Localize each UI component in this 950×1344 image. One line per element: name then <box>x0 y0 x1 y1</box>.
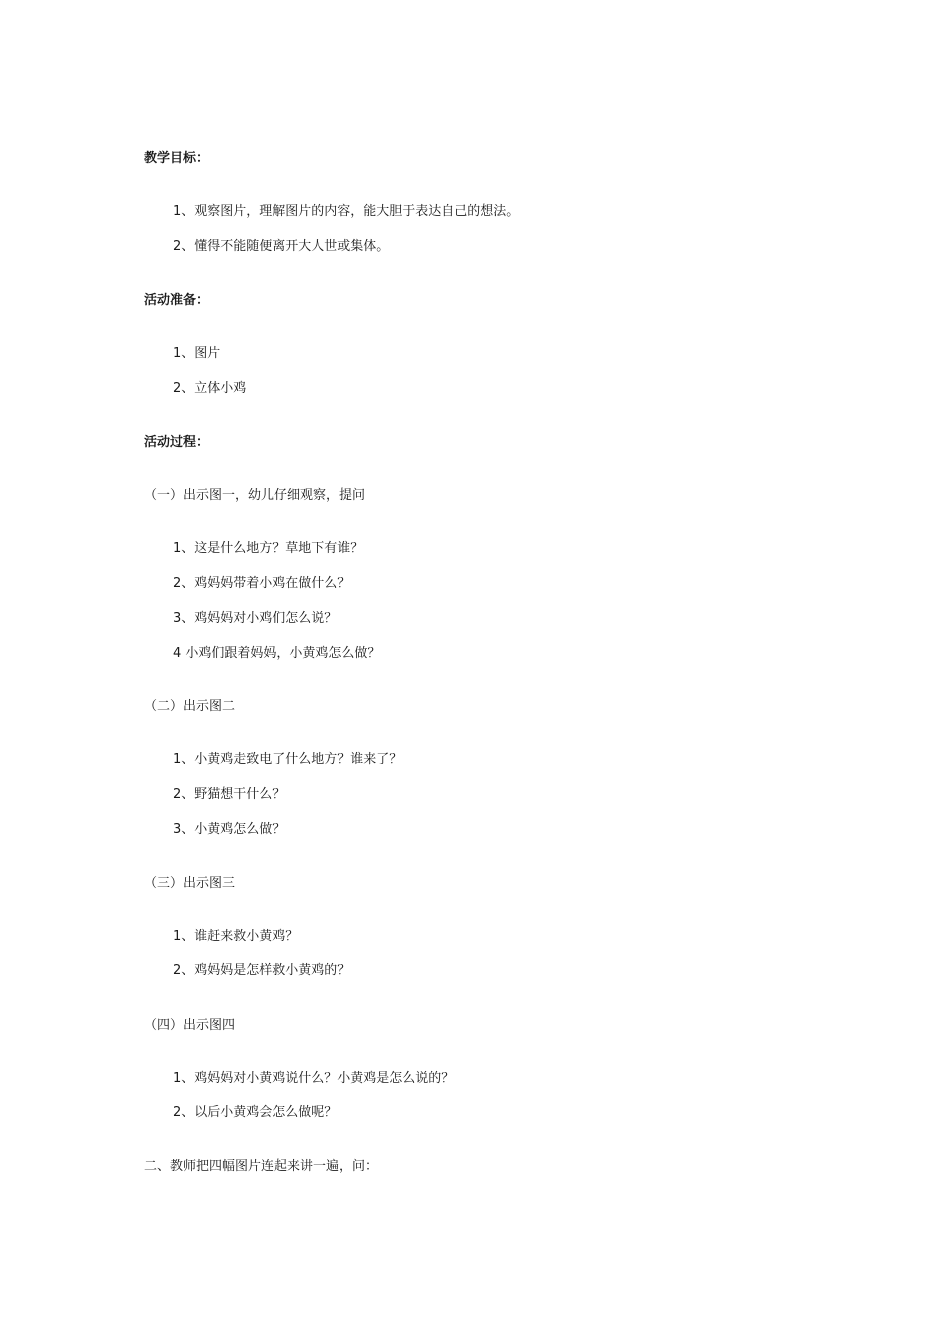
preparation-item: 2、立体小鸡 <box>173 381 247 396</box>
section-item: 1、这是什么地方？草地下有谁？ <box>173 541 364 556</box>
section-item: 1、谁赶来救小黄鸡？ <box>173 929 299 944</box>
section-item: 2、以后小黄鸡会怎么做呢？ <box>173 1105 338 1120</box>
section-title: （二）出示图二 <box>144 699 236 714</box>
section-item: 2、鸡妈妈是怎样救小黄鸡的？ <box>173 963 351 978</box>
section-item: 3、鸡妈妈对小鸡们怎么说？ <box>173 611 338 626</box>
section-title: （四）出示图四 <box>144 1018 236 1033</box>
section-item: 2、鸡妈妈带着小鸡在做什么？ <box>173 576 351 591</box>
section-item: 1、小黄鸡走致电了什么地方？谁来了？ <box>173 752 403 767</box>
goals-item: 2、懂得不能随便离开大人世或集体。 <box>173 239 390 254</box>
process-heading: 活动过程： <box>144 435 210 450</box>
section-item: 4 小鸡们跟着妈妈，小黄鸡怎么做？ <box>173 646 381 661</box>
goals-item: 1、观察图片，理解图片的内容，能大胆于表达自己的想法。 <box>173 204 520 219</box>
section-item: 3、小黄鸡怎么做？ <box>173 822 286 837</box>
section-item: 1、鸡妈妈对小黄鸡说什么？小黄鸡是怎么说的？ <box>173 1071 455 1086</box>
preparation-heading: 活动准备： <box>144 293 210 308</box>
section-title: （三）出示图三 <box>144 876 236 891</box>
preparation-item: 1、图片 <box>173 346 221 361</box>
goals-heading: 教学目标： <box>144 151 210 166</box>
section-title: （一）出示图一，幼儿仔细观察，提问 <box>144 488 366 503</box>
closing-paragraph: 二、教师把四幅图片连起来讲一遍，问： <box>144 1159 379 1174</box>
section-item: 2、野猫想干什么？ <box>173 787 286 802</box>
